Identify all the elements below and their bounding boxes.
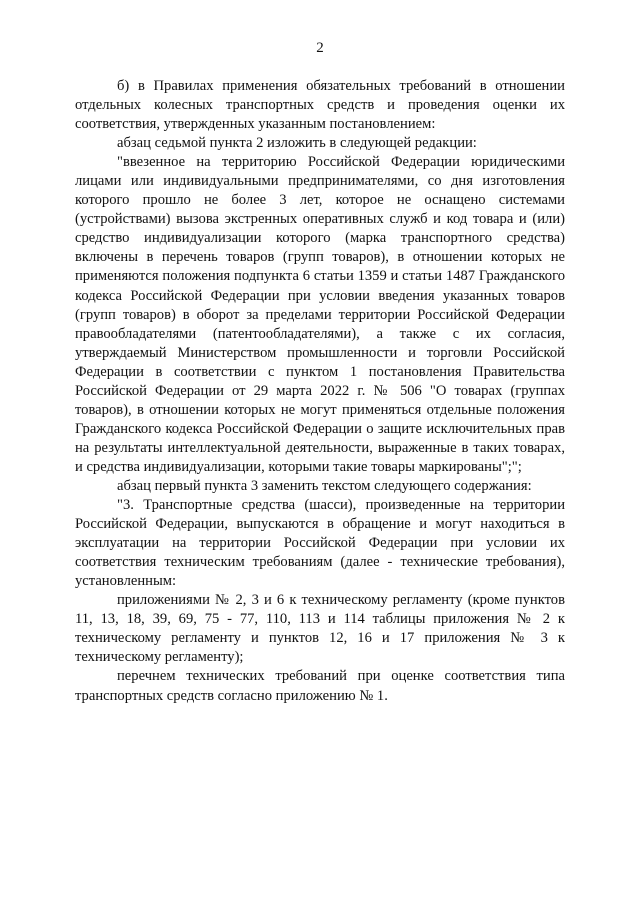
page-number: 2 — [316, 40, 324, 56]
document-body — [75, 77, 565, 706]
paragraph-paragraph-seven-instruction: абзац седьмой пункта 2 изложить в следующей редакции: — [117, 135, 477, 152]
paragraph-requirements-list: перечнем технических требований при оценке соответствия типа транспортных средств согласно приложению № 1. — [75, 668, 565, 704]
paragraph-rules-amendment: б) в Правилах применения обязательных требований в отношении отдельных колесных транспортных средств и проведения оценки их соответствия, утвержденных указанным постановлением: — [75, 78, 565, 133]
paragraph-point-three-instruction: абзац первый пункта 3 заменить текстом следующего содержания: — [117, 477, 532, 494]
paragraph-appendices-list: приложениями № 2, 3 и 6 к техническому регламенту (кроме пунктов 11, 13, 18, 39, 69, 75 - 77, 110, 113 и 114 таблицы приложения № 2 к техническому регламенту и пунктов 12, 16 и 17 приложения № 3 к техническому регламенту); — [75, 592, 565, 666]
paragraph-point-three-text: "3. Транспортные средства (шасси), произведенные на территории Российской Федерации, выпускаются в обращение и могут находиться в эксплуатации на территории Российской Федерации при условии их соответствия техническим требованиям (далее - технические требования), установленным: — [75, 497, 565, 590]
paragraph-imported-vehicles-text: "ввезенное на территорию Российской Федерации юридическими лицами или индивидуальными предпринимателями, со дня изготовления которого прошло не более 3 лет, которое не оснащено системами (устройствами) вызова экстренных оперативных служб и код товара и (или) средство индивидуализации которого (марка транспортного средства) включены в перечень товаров (групп товаров), в отношении которых не применяются положения подпункта 6 статьи 1359 и статьи 1487 Гражданского кодекса Российской Федерации при условии введения указанных товаров (групп товаров) в оборот за пределами территории Российской Федерации правообладателями (патентообладателями), а также с их согласия, утверждаемый Министерством промышленности и торговли Российской Федерации в соответствии с пунктом 1 постановления Правительства Российской Федерации от 29 марта 2022 г. № 506 "О товарах (группах товаров), в отношении которых не могут применяться отдельные положения Гражданского кодекса Российской Федерации о защите исключительных прав на результаты интеллектуальной деятельности, выраженные в таких товарах, и средства индивидуализации, которыми такие товары маркированы";"; — [75, 154, 565, 475]
